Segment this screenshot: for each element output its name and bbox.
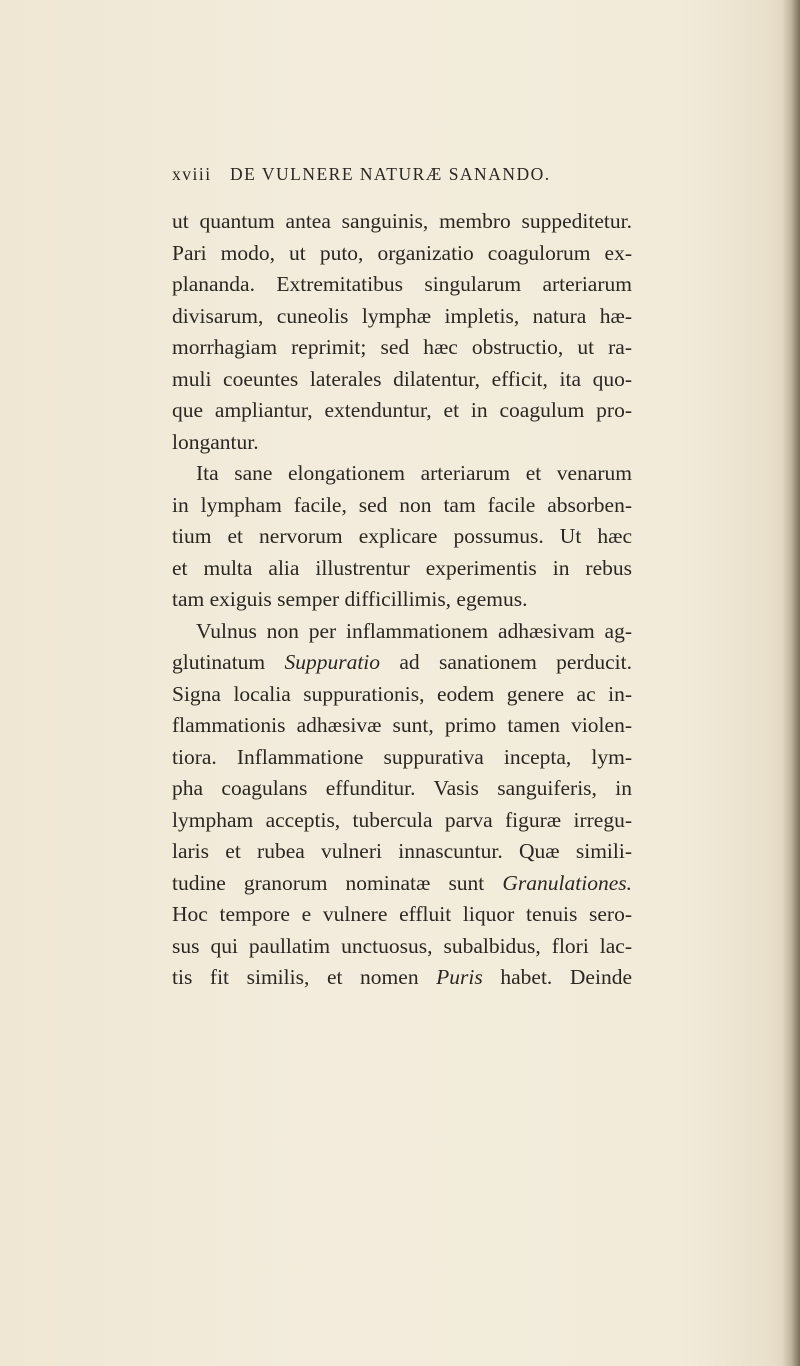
running-title: DE VULNERE NATURÆ SANANDO.	[230, 164, 551, 184]
text-line: flammationis adhæsivæ sunt, primo tamen violen-	[172, 713, 632, 737]
text-run: ad sanationem perducit.	[380, 650, 632, 674]
text-line: Hoc tempore e vulnere effluit liquor tenuis sero-	[172, 902, 632, 926]
text-line: tiora. Inflammatione suppurativa incepta, lym-	[172, 744, 632, 769]
text-line: lympham acceptis, tubercula parva figuræ irregu-	[172, 807, 632, 832]
text-run: habet. Deinde	[482, 965, 632, 989]
text-line: pha coagulans effunditur. Vasis sanguiferis, in	[172, 776, 632, 800]
paragraph-start-line: Vulnus non per inflammationem adhæsivam ag-	[196, 618, 632, 643]
text-line: in lympham facile, sed non tam facile absorben-	[172, 492, 632, 517]
text-line	[172, 962, 632, 992]
page-header	[172, 164, 632, 194]
text-run: glutinatum	[172, 650, 285, 674]
text-line	[172, 647, 632, 677]
paragraph-start-line: Ita sane elongationem arteriarum et venarum	[196, 461, 632, 485]
term-granulationes: Granulationes.	[502, 870, 632, 895]
term-suppuratio: Suppuratio	[284, 650, 381, 674]
text-line	[172, 868, 632, 898]
term-puris: Puris	[436, 965, 483, 989]
text-line: divisarum, cuneolis lymphæ impletis, natura hæ-	[172, 303, 632, 328]
text-line: et multa alia illustrentur experimentis in rebus	[172, 555, 632, 580]
page-edge-shadow	[782, 0, 800, 1366]
text-line: plananda. Extremitatibus singularum arteriarum	[172, 272, 632, 296]
text-line: ut quantum antea sanguinis, membro suppeditetur.	[172, 209, 632, 233]
text-line: que ampliantur, extenduntur, et in coagulum pro-	[172, 398, 632, 422]
text-line: laris et rubea vulneri innascuntur. Quæ simili-	[172, 839, 632, 863]
text-line: morrhagiam reprimit; sed hæc obstructio, ut ra-	[172, 335, 632, 359]
text-line: Signa localia suppurationis, eodem genere ac in-	[172, 681, 632, 706]
text-run: tudine granorum nominatæ sunt	[172, 870, 503, 895]
text-line: longantur.	[172, 429, 259, 454]
text-line: tam exiguis semper difficillimis, egemus.	[172, 587, 528, 611]
text-line: sus qui paullatim unctuosus, subalbidus, flori lac-	[172, 933, 632, 958]
text-run: tis fit similis, et nomen	[172, 965, 437, 989]
text-line: muli coeuntes laterales dilatentur, efficit, ita quo-	[172, 366, 632, 391]
text-line: Pari modo, ut puto, organizatio coagulorum ex-	[172, 240, 632, 265]
page-number: xviii	[172, 164, 212, 184]
text-line: tium et nervorum explicare possumus. Ut hæc	[172, 524, 632, 548]
